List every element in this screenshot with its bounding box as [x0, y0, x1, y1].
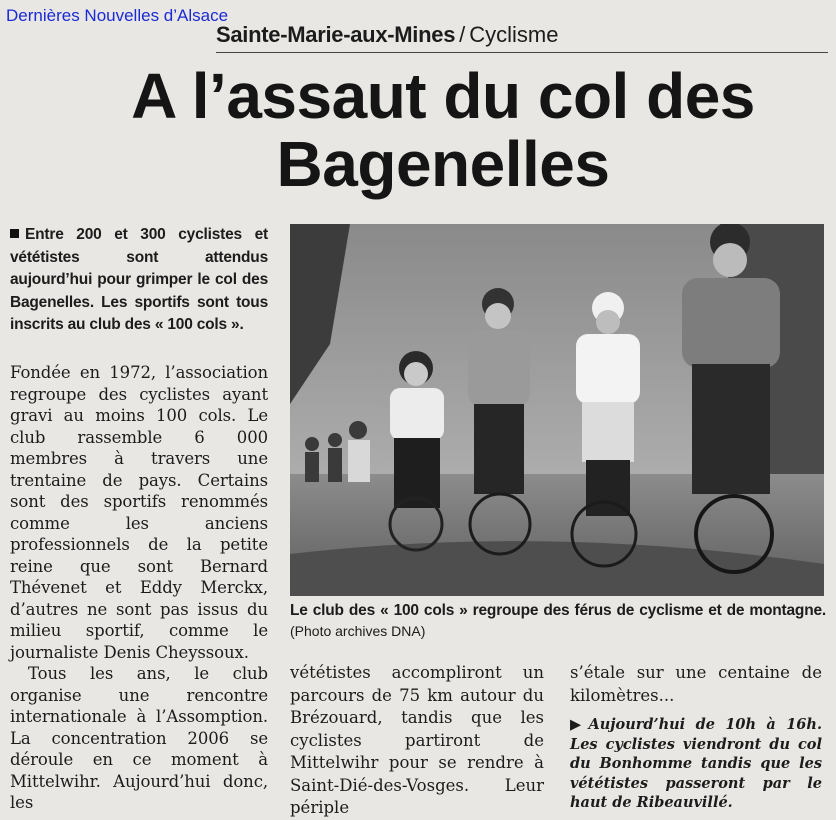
- rubric-location: Sainte-Marie-aux-Mines: [216, 22, 456, 47]
- lead-paragraph: [10, 224, 268, 337]
- body-column-2: [290, 662, 544, 820]
- body-paragraph-3: vététistes accompliront un parcours de 75 km autour du Brézouard, tandis que les cyclistes partiront de Mittelwihr pour se rendre à Saint-Dié-des-Vosges. Leur périple: [290, 663, 544, 817]
- headline: A l’assaut du col des Bagenelles: [131, 60, 755, 200]
- arrow-marker-icon: ▶: [570, 716, 587, 733]
- body-paragraph-1: Fondée en 1972, l’association regroupe des cyclistes ayant gravi au moins 100 cols. Le club rassemble 6 000 membres à travers une trentaine de pays. Certains sont des sportifs renommés comme les anciens professionnels de la petite reine que sont Bernard Thévenet et Eddy Merckx, d’autres ne sont pas issus du milieu sportif, comme le journaliste Denis Cheyssoux.: [10, 363, 268, 662]
- lead-text: Entre 200 et 300 cyclistes et vététistes sont attendus aujourd’hui pour grimper le col des Bagenelles. Les sportifs sont tous inscrits au club des « 100 cols ».: [10, 226, 268, 333]
- photo-caption: [290, 600, 826, 642]
- info-box: [570, 715, 822, 813]
- photo-illustration: [290, 224, 824, 596]
- body-column-1: [10, 362, 268, 814]
- rubric: [216, 22, 828, 48]
- rubric-rule: [216, 52, 828, 53]
- body-column-3: [570, 662, 822, 813]
- info-text: Aujourd’hui de 10h à 16h. Les cyclistes viendront du col du Bonhomme tandis que les vététistes passeront par le haut de Ribeauvillé.: [570, 716, 822, 811]
- source-label: Dernières Nouvelles d’Alsace: [6, 6, 229, 25]
- body-paragraph-4: s’étale sur une centaine de kilomètres...: [570, 663, 822, 705]
- caption-text: Le club des « 100 cols » regroupe des férus de cyclisme et de montagne.: [290, 602, 826, 619]
- photo-credit: (Photo archives DNA): [290, 623, 426, 639]
- body-paragraph-2: Tous les ans, le club organise une rencontre internationale à l’Assomption. La concentration 2006 se déroule en ce moment à Mittelwihr. Aujourd’hui donc, les: [10, 664, 268, 812]
- rubric-section: Cyclisme: [469, 22, 559, 47]
- square-bullet-icon: [10, 229, 19, 238]
- rubric-separator: /: [459, 22, 466, 47]
- cyclists-photo: [290, 224, 824, 596]
